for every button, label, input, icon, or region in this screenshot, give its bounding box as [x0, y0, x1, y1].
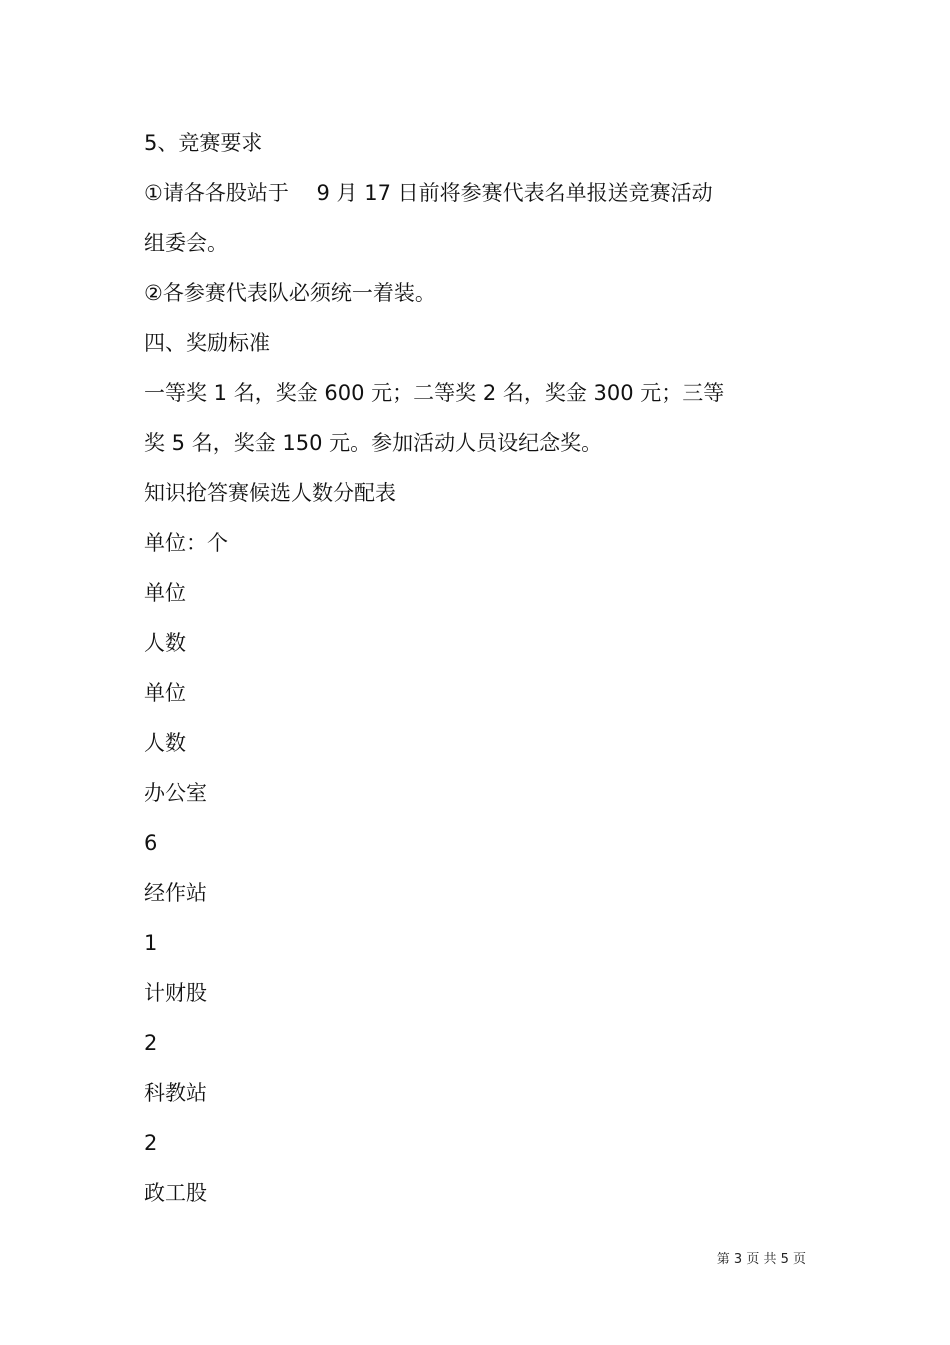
table-cell-unit: 政工股	[144, 1181, 207, 1205]
table-header-unit: 单位	[144, 581, 186, 605]
table-cell-unit: 科教站	[144, 1081, 207, 1105]
table-header-count: 人数	[144, 631, 186, 655]
table-cell-count: 2	[144, 1031, 158, 1055]
table-cell-unit: 办公室	[144, 781, 207, 805]
section-heading-competition-requirements: 5、竞赛要求	[144, 131, 263, 155]
table-title: 知识抢答赛候选人数分配表	[144, 481, 396, 505]
requirement-item-2: ②各参赛代表队必须统一着装。	[144, 281, 436, 305]
award-paragraph: 一等奖 1 名，奖金 600 元；二等奖 2 名，奖金 300 元；三等	[144, 381, 725, 405]
table-cell-count: 6	[144, 831, 158, 855]
section-heading-award-standards: 四、奖励标准	[144, 331, 270, 355]
table-cell-count: 1	[144, 931, 158, 955]
table-unit-note: 单位：个	[144, 531, 228, 555]
requirement-item-1: ①请各各股站于 9 月 17 日前将参赛代表名单报送竞赛活动	[144, 181, 713, 205]
page-number: 第 3 页 共 5 页	[716, 1252, 806, 1267]
table-cell-unit: 经作站	[144, 881, 207, 905]
table-header-count: 人数	[144, 731, 186, 755]
award-paragraph-continued: 奖 5 名，奖金 150 元。参加活动人员设纪念奖。	[144, 431, 603, 455]
table-cell-unit: 计财股	[144, 981, 207, 1005]
table-cell-count: 2	[144, 1131, 158, 1155]
requirement-item-1-continued: 组委会。	[144, 231, 228, 255]
table-header-unit: 单位	[144, 681, 186, 705]
document-body	[144, 118, 814, 1218]
